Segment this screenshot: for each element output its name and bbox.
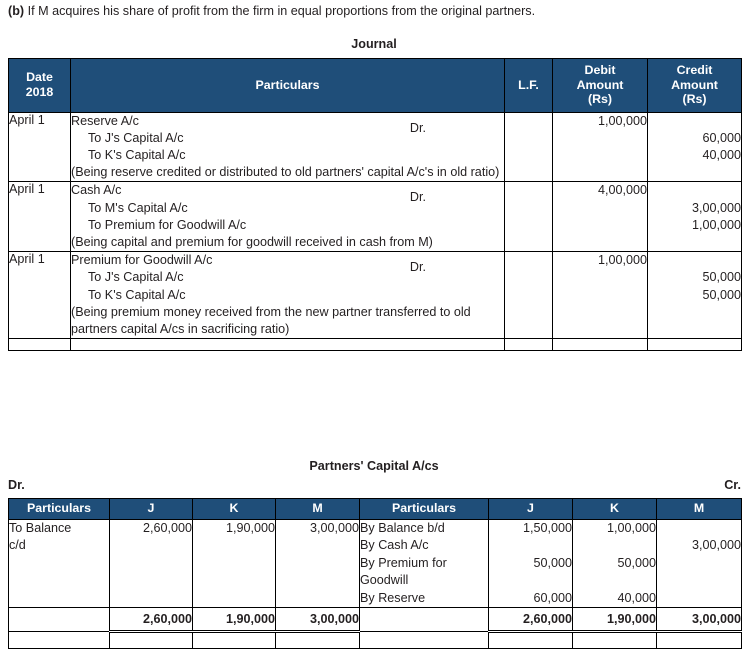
capital-total-k-dr: 1,90,000 [193,608,276,632]
journal-entry-date: April 1 [9,252,71,339]
journal-line: To K's Capital A/c [88,287,186,302]
tail-cell [9,632,110,649]
capital-cr-m [657,520,742,608]
journal-table [8,58,742,351]
journal-entry-date: April 1 [9,112,71,182]
journal-col-credit-line3: (Rs) [682,92,707,106]
journal-col-debit-line2: Amount [576,77,624,92]
journal-entry-debit [553,252,648,339]
journal-line: To K's Capital A/c [88,147,186,162]
credit-amount: 60,000 [702,130,741,145]
amount: 3,00,000 [691,538,741,553]
capital-drcr-labels [8,478,741,492]
credit-amount-blank [648,252,741,269]
amount-blank [193,537,275,554]
journal-entry-lf [505,252,553,339]
table-row [9,520,742,608]
capital-accounts-table [8,498,742,649]
amount: 60,000 [533,590,572,605]
tail-cell [489,632,573,649]
journal-line: To Premium for Goodwill A/c [88,217,247,232]
capital-tail-row [9,632,742,649]
journal-dr-marker: Dr. [409,260,426,275]
journal-entry-credit [648,252,742,339]
journal-entry-debit [553,112,648,182]
tail-cell [110,632,193,649]
capital-col-j-dr: J [110,499,193,520]
capital-total-j-cr: 2,60,000 [489,608,573,632]
capital-total-k-cr: 1,90,000 [573,608,657,632]
journal-header-row [9,59,742,113]
journal-col-lf: L.F. [505,59,553,113]
credit-amount-blank [648,182,741,199]
spacer-cell [505,339,553,351]
amount-blank [657,555,741,572]
journal-line: Cash A/c [71,183,122,198]
capital-dr-k [193,520,276,608]
amount: 1,50,000 [522,521,572,535]
amount-blank [573,537,656,554]
journal-spacer-row [9,339,742,351]
journal-col-credit [648,59,742,113]
credit-amount: 3,00,000 [691,200,741,215]
capital-col-particulars-dr: Particulars [9,499,110,520]
journal-col-debit [553,59,648,113]
capital-cr-line: By Reserve [360,590,426,605]
table-row [9,112,742,182]
journal-line: Premium for Goodwill A/c [71,253,213,268]
amount: 50,000 [617,555,656,570]
capital-cr-particulars [360,520,489,608]
dr-label: Dr. [8,478,25,492]
journal-entry-particulars [71,112,505,182]
amount: 1,90,000 [225,521,275,535]
credit-amount: 50,000 [702,270,741,285]
capital-dr-line: c/d [9,538,26,553]
capital-dr-particulars [9,520,110,608]
journal-col-debit-line3: (Rs) [587,92,613,106]
journal-narration: (Being premium money received from the new partner transferred to old partners capital A/cs in sacrificing ratio) [71,304,471,336]
question-label: (b) [8,4,25,18]
journal-entry-credit [648,182,742,252]
journal-col-date [9,59,71,113]
credit-amount: 40,000 [702,147,741,162]
journal-entry-particulars [71,252,505,339]
credit-amount: 1,00,000 [691,217,741,232]
journal-entry-lf [505,112,553,182]
journal-entry-debit [553,182,648,252]
capital-cr-j [489,520,573,608]
amount: 2,60,000 [142,521,192,535]
debit-amount: 1,00,000 [597,253,647,268]
tail-cell [657,632,742,649]
capital-total-label-dr [9,608,110,632]
journal-col-credit-line1: Credit [676,63,713,77]
journal-col-particulars: Particulars [71,59,505,113]
table-row [9,252,742,339]
amount-blank [110,537,192,554]
question-text: If M acquires his share of profit from the firm in equal proportions from the original partners. [24,4,536,18]
capital-cr-line: By Balance b/d [360,521,445,535]
amount-blank [657,590,741,607]
capital-dr-j [110,520,193,608]
spacer-cell [71,339,505,351]
journal-entry-lf [505,182,553,252]
journal-entry-credit [648,112,742,182]
journal-col-debit-line1: Debit [584,63,616,77]
capital-cr-line: Goodwill [360,573,409,588]
capital-col-k-dr: K [193,499,276,520]
capital-col-m-dr: M [276,499,360,520]
capital-header-row [9,499,742,520]
cr-label: Cr. [724,478,741,492]
amount-blank [489,537,572,554]
journal-line: To M's Capital A/c [88,200,188,215]
capital-total-j-dr: 2,60,000 [110,608,193,632]
capital-cr-line: By Premium for [360,555,447,570]
capital-col-particulars-cr: Particulars [360,499,489,520]
capital-dr-line: To Balance [9,521,72,535]
capital-cr-line: By Cash A/c [360,538,429,553]
capital-total-m-cr: 3,00,000 [657,608,742,632]
journal-body [9,112,742,351]
tail-cell [360,632,489,649]
amount: 1,00,000 [606,521,656,535]
tail-cell [573,632,657,649]
tail-cell [193,632,276,649]
journal-narration: (Being capital and premium for goodwill received in cash from M) [71,234,433,249]
capital-body [9,520,742,649]
journal-entry-particulars [71,182,505,252]
capital-col-j-cr: J [489,499,573,520]
credit-amount-blank [648,113,741,130]
journal-dr-marker: Dr. [409,120,426,135]
debit-amount: 1,00,000 [597,113,647,128]
table-row [9,182,742,252]
question-intro-text [8,3,740,19]
journal-line: To J's Capital A/c [88,130,184,145]
amount: 40,000 [617,590,656,605]
journal-title: Journal [351,37,397,51]
amount-blank [573,572,656,589]
amount-blank [276,537,359,554]
journal-line: To J's Capital A/c [88,270,184,285]
amount-blank [657,572,741,589]
capital-col-k-cr: K [573,499,657,520]
capital-col-m-cr: M [657,499,742,520]
amount-blank [489,572,572,589]
journal-col-date-line1: Date [26,70,53,85]
amount-blank [657,520,741,537]
tail-cell [276,632,360,649]
capital-totals-row [9,608,742,632]
journal-dr-marker: Dr. [409,190,426,205]
credit-amount: 50,000 [702,287,741,302]
journal-line: Reserve A/c [71,113,139,128]
spacer-cell [553,339,648,351]
journal-col-credit-line2: Amount [671,77,718,92]
journal-col-date-line2: 2018 [25,84,54,99]
journal-entry-date: April 1 [9,182,71,252]
spacer-cell [9,339,71,351]
amount: 50,000 [533,555,572,570]
capital-total-label-cr [360,608,489,632]
amount: 3,00,000 [309,521,359,535]
capital-cr-k [573,520,657,608]
capital-accounts-title: Partners' Capital A/cs [309,459,439,473]
capital-total-m-dr: 3,00,000 [276,608,360,632]
capital-dr-m [276,520,360,608]
spacer-cell [648,339,742,351]
journal-narration: (Being reserve credited or distributed to old partners' capital A/c's in old ratio) [71,165,500,180]
debit-amount: 4,00,000 [597,183,647,198]
